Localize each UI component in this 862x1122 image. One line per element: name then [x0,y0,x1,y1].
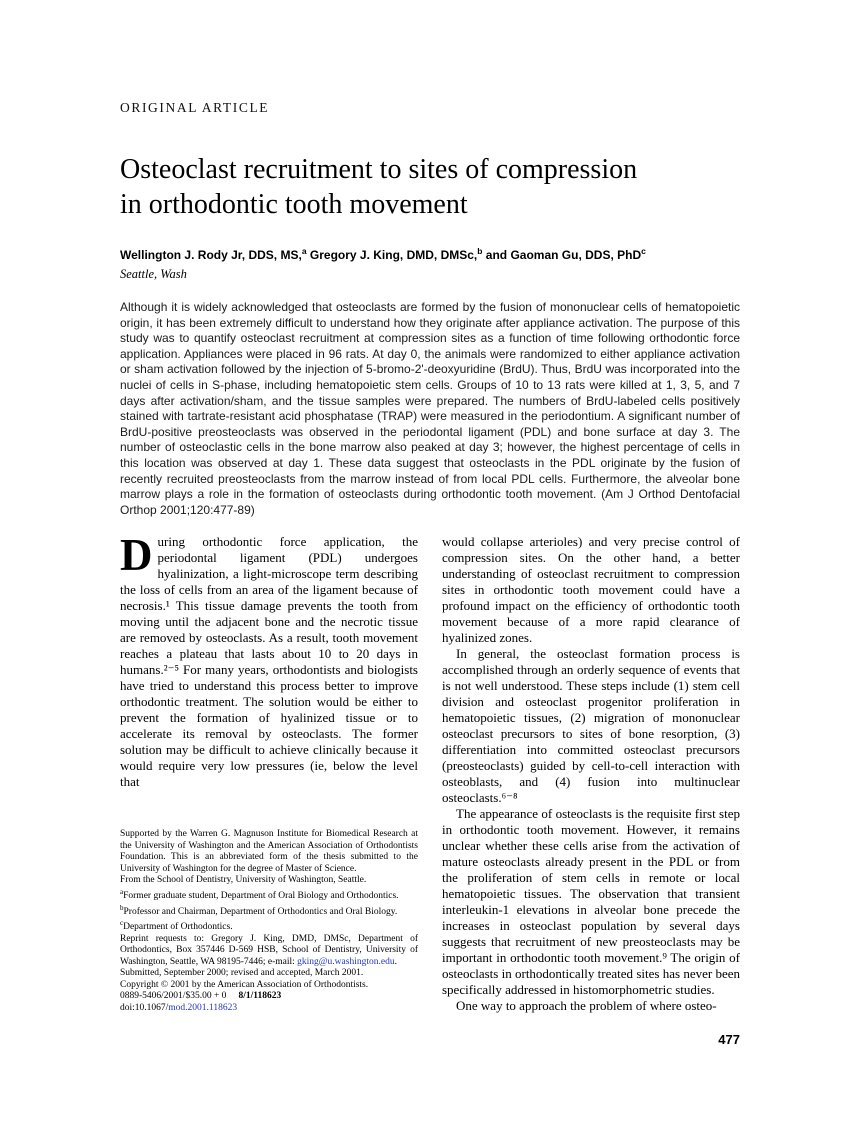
footnote-copyright: Copyright © 2001 by the American Association of Orthodontists. [120,979,369,990]
footnote-reprint [120,934,418,969]
footnote-support: Supported by the Warren G. Magnuson Institute for Biomedical Research at the University of Washington and the American Association of Orthodontists Foundation. This is an abbreviated form of the thesis submitted to the University of Washington for the degree of Master of Science. [120,829,418,874]
footnote-a-mark: a [120,887,124,896]
footnote-a-text: Former graduate student, Department of Oral Biology and Orthodontics. [123,891,399,901]
author-2: Gregory J. King, DMD, DMSc, [309,248,478,262]
footnote-c [120,918,418,934]
article-title-line1: Osteoclast recruitment to sites of compression [120,154,638,185]
paragraph-right-3: The appearance of osteoclasts is the requisite first step in orthodontic tooth movement. However, it remains unclear whether these cells arise from the activation of mature osteoclasts already present in the PDL or from the proliferation of stem cells in remote or local hematopoietic tissues. The observation that transient interleukin-1 elevations in alveolar bone precede the increases in osteoclast population by several days suggests that recruitment of new preosteoclasts may be important in orthodontic tooth movement.⁹ The origin of osteoclasts in orthodontically treated sites has never been specifically addressed in histomorphometric studies. [442,806,740,998]
authors-line [120,246,740,262]
abstract-citation: (Am J Orthod Dentofacial Orthop 2001;120:477-89) [120,487,740,517]
article-id-code: 8/1/118623 [238,991,282,1002]
section-label: ORIGINAL ARTICLE [120,100,270,115]
issn-code: 0889-5406/2001/$35.00 + 0 [120,991,227,1002]
author-1: Wellington J. Rody Jr, DDS, MS, [120,248,302,262]
author-1-affiliation-mark: a [301,246,307,256]
article-title-line2: in orthodontic tooth movement [120,189,468,220]
footnote-issn [120,991,418,1003]
footnote-b-text: Professor and Chairman, Department of Orthodontics and Oral Biology. [123,906,398,917]
footnote-doi [120,1003,418,1015]
doi-prefix: doi:10.1067/ [120,1002,169,1013]
abstract-text: Although it is widely acknowledged that osteoclasts are formed by the fusion of mononuclear cells of hematopoietic origin, it has been extremely difficult to understand how they originate after appliance activation. The purpose of this study was to quantify osteoclast recruitment at compression sites as a function of time following orthodontic force application. Appliances were placed in 96 rats. At day 0, the animals were randomized to either appliance activation or sham activation followed by the injection of 5-bromo-2'-deoxyuridine (BrdU). Thus, BrdU was incorporated into the nuclei of cells in S-phase, including hematopoietic stem cells. Groups of 10 to 13 rats were killed at 1, 3, 5, and 7 days after activation/sham, and the tissue samples were prepared. The numbers of BrdU-labeled cells positively stained with tartrate-resistant acid phosphatase (TRAP) were measured in the periodontium. A significant number of BrdU-positive preosteoclasts was observed in the periodontal ligament (PDL) and bone surface at day 3. The number of osteoclastic cells in the bone marrow also peaked at day 3; however, the highest percentage of cells in this location was observed at day 1. These data suggest that osteoclasts in the PDL originate by the fusion of recently recruited preosteoclasts from the marrow instead of from local PDL cells. Furthermore, the alveolar bone marrow plays a role in the formation of osteoclasts during orthodontic tooth movement. [120,300,740,502]
paragraph-intro [120,530,418,790]
footnote-c-text: Department of Orthodontics. [123,922,233,933]
footnote-submitted: Submitted, September 2000; revised and accepted, March 2001. [120,968,364,979]
article-title [120,152,740,222]
author-2-affiliation-mark: b [477,246,483,256]
paragraph-intro-text: uring orthodontic force application, the periodontal ligament (PDL) undergoes hyalinization, a light-microscope term describing the loss of cells from an area of the ligament because of necrosis.¹ This tissue damage prevents the tooth from moving until the adjacent bone and the necrotic tissue are removed by osteoclasts. As a result, tooth movement reaches a plateau that lasts about 10 to 20 days in humans.²⁻⁵ For many years, orthodontists and biologists have tried to understand this process better to improve orthodontic treatment. The solution would be either to prevent the formation of hyalinized tissue or to accelerate its removal by osteoclasts. The former solution may be difficult to achieve clinically because it would require very low pressures (ie, below the level that [120,534,418,790]
paragraph-right-1: would collapse arterioles) and very precise control of compression sites. On the other hand, a better understanding of osteoclast recruitment to compression sites in orthodontic tooth movement could have a profound impact on the efficiency of orthodontic tooth movement because of a more rapid clearance of hyalinized zones. [442,534,740,646]
footnote-c-mark: c [120,919,124,928]
dropcap-d: D [120,530,153,581]
footnote-affiliation: From the School of Dentistry, University of Washington, Seattle. [120,875,367,886]
left-column [120,530,418,1014]
footnote-reprint-text: Reprint requests to: Gregory J. King, DMD, DMSc, Department of Orthodontics, Box 357446 D-569 HSB, School of Dentistry, University of Washington, Seattle, WA 98195-7446; e-mail: [120,933,418,967]
author-3-affiliation-mark: c [641,246,646,256]
email-link[interactable]: gking@u.washington.edu [297,956,395,967]
body-columns [120,530,740,1014]
doi-id: mod.2001.118623 [168,1002,238,1013]
paragraph-right-4: One way to approach the problem of where osteo- [456,998,717,1014]
byline-location: Seattle, Wash [120,267,187,281]
page-number: 477 [718,1032,740,1048]
footnote-a [120,887,418,903]
footnotes [120,805,418,1014]
footnote-b [120,903,418,919]
abstract [120,300,740,518]
paragraph-right-2: In general, the osteoclast formation process is accomplished through an orderly sequence of events that is not well understood. These steps include (1) stem cell division and osteoclast progenitor proliferation in hematopoietic tissues, (2) migration of mononuclear osteoclast precursors to sites of bone resorption, (3) differentiation into committed osteoclast precursors (preosteoclasts) guided by cell-to-cell interaction with osteoblasts, and (4) fusion into multinuclear osteoclasts.⁶⁻⁸ [442,646,740,806]
right-column [442,534,740,1014]
author-3: and Gaoman Gu, DDS, PhD [485,248,642,262]
footnote-reprint-period: . [394,956,397,967]
footnote-b-mark: b [120,903,124,912]
